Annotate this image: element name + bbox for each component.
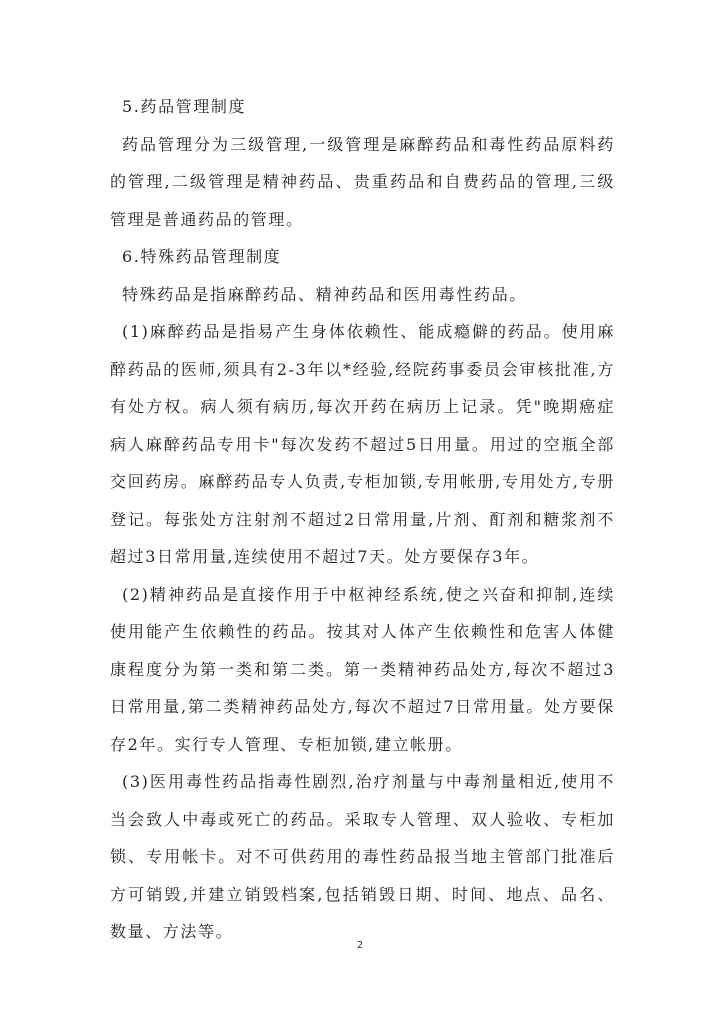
section-heading-drug-management: 5.药品管理制度 bbox=[122, 97, 247, 116]
paragraph-narcotic-drugs: (1)麻醉药品是指易产生身体依赖性、能成瘾僻的药品。使用麻醉药品的医师,须具有2-3年以*经验,经院药事委员会审核批准,方有处方权。病人须有病历,每次开药在病历上记录。凭"晚期癌症病人麻醉药品专用卡"每次发药不超过5日用量。用过的空瓶全部交回药房。麻醉药品专人负责,专柜加锁,专用帐册,专用处方,专册登记。每张处方注射剂不超过2日常用量,片剂、酊剂和糖浆剂不超过3日常用量,连续使用不超过7天。处方要保存3年。 bbox=[110, 322, 615, 566]
paragraph-toxic-drugs: (3)医用毒性药品指毒性剧烈,治疗剂量与中毒剂量相近,使用不当会致人中毒或死亡的药品。采取专人管理、双人验收、专柜加锁、专用帐卡。对不可供药用的毒性药品报当地主管部门批准后方可销毁,并建立销毁档案,包括销毁日期、时间、地点、品名、数量、方法等。 bbox=[110, 772, 615, 941]
paragraph-psychotropic-drugs: (2)精神药品是直接作用于中枢神经系统,使之兴奋和抑制,连续使用能产生依赖性的药品。按其对人体产生依赖性和危害人体健康程度分为第一类和第二类。第一类精神药品处方,每次不超过3日常用量,第二类精神药品处方,每次不超过7日常用量。处方要保存2年。实行专人管理、专柜加锁,建立帐册。 bbox=[110, 584, 615, 754]
page-body bbox=[110, 88, 615, 951]
section-heading-special-drug-management: 6.特殊药品管理制度 bbox=[122, 247, 282, 266]
paragraph-three-level-management: 药品管理分为三级管理,一级管理是麻醉药品和毒性药品原料药的管理,二级管理是精神药品、贵重药品和自费药品的管理,三级管理是普通药品的管理。 bbox=[110, 134, 615, 229]
page-number: 2 bbox=[356, 940, 364, 951]
paragraph-special-drugs-definition: 特殊药品是指麻醉药品、精神药品和医用毒性药品。 bbox=[122, 284, 527, 304]
